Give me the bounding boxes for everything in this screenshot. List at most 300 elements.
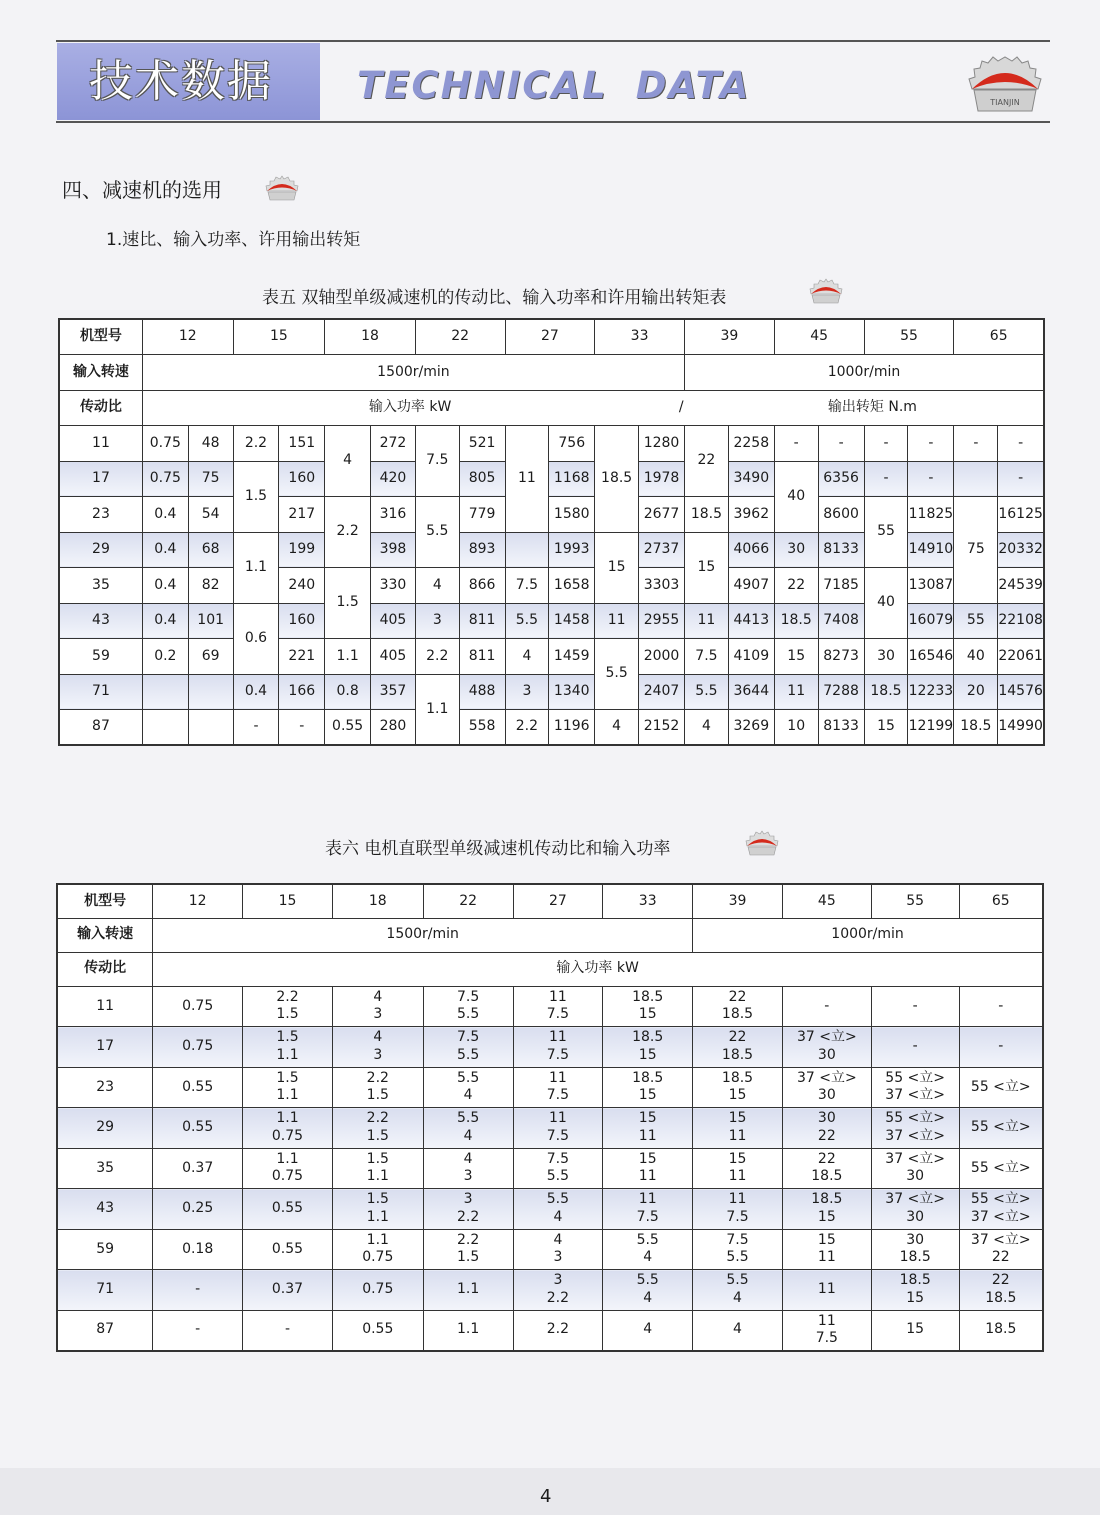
table6-cell <box>693 1229 783 1270</box>
table5-cell: 811 <box>459 603 505 639</box>
table5-cell: 0.4 <box>142 497 188 533</box>
table6-cell-value: 11 <box>548 1029 567 1046</box>
table6-cell <box>153 986 243 1027</box>
table6-cell <box>871 1067 959 1108</box>
table5-ratio: 29 <box>59 532 142 568</box>
table5-model: 55 <box>864 319 954 355</box>
table6-cell-value: 18.5 <box>721 1046 754 1063</box>
table6-cell-value: 15 <box>817 1208 836 1225</box>
table6-speed-row <box>57 918 1043 952</box>
table6-cell-value: 15 <box>906 1289 925 1306</box>
table5-model-row <box>59 319 1044 355</box>
table6-cell-value: 15 <box>728 1110 747 1127</box>
table5-cell: 68 <box>188 532 233 568</box>
table6-cell-value: 15 <box>638 1046 657 1063</box>
table5-cell: 3269 <box>728 710 774 746</box>
table6-cell-value: 7.5 <box>815 1330 838 1346</box>
table6-cell-value: 22 <box>817 1127 836 1144</box>
table6-cell <box>243 1108 333 1149</box>
table5-cell: 15 <box>774 639 818 675</box>
table6-cell <box>243 1310 333 1351</box>
table6-cell <box>871 1027 959 1068</box>
table6-cell <box>513 1027 603 1068</box>
table5-cell: 11 <box>595 603 639 639</box>
table6-cell-value: - <box>998 997 1004 1014</box>
table6-cell-value: 18.5 <box>811 1168 843 1185</box>
table6-cell-value: 11 <box>817 1281 836 1297</box>
table6-cell <box>243 1270 333 1311</box>
table6-cell <box>959 1310 1043 1351</box>
table6-cell-value: 7.5 <box>546 1046 570 1063</box>
table5-model: 39 <box>684 319 774 355</box>
table6-cell <box>243 1229 333 1270</box>
table5-cell: 11 <box>774 674 818 710</box>
table5-cell: 1280 <box>639 426 685 462</box>
table6-cell-value: 18.5 <box>632 988 664 1005</box>
table5-cell: 1978 <box>639 461 685 497</box>
table5-cell: 14990 <box>998 710 1044 746</box>
table6-cell-value: 1.1 <box>276 1150 299 1167</box>
table6-cell <box>782 1310 871 1351</box>
table6-cell-value: 1.1 <box>456 1321 480 1338</box>
table6-model: 33 <box>603 884 693 918</box>
table5-cell: - <box>279 710 325 746</box>
table5-cell: 7.5 <box>684 639 728 675</box>
table6-row <box>57 1067 1043 1108</box>
table5-cell: - <box>864 426 908 462</box>
table5-cell: 2955 <box>639 603 685 639</box>
table5-cell: 2737 <box>639 532 685 568</box>
table5-cell: 15 <box>684 532 728 603</box>
table6-ratio: 23 <box>57 1067 153 1108</box>
table6-cell-value: - <box>195 1321 201 1338</box>
table5-cell: 8600 <box>818 497 864 533</box>
table6-cell-value: 5.5 <box>456 1110 480 1127</box>
table6-cell-value: 30 <box>906 1231 925 1248</box>
table6-cell <box>332 1229 423 1270</box>
table5-cell: 357 <box>371 674 416 710</box>
table6-cell-value: 30 <box>906 1208 925 1225</box>
table5-cell: - <box>864 461 908 497</box>
table6-ratio: 59 <box>57 1229 153 1270</box>
table6-cell <box>871 1189 959 1230</box>
table5-cell: 8273 <box>818 639 864 675</box>
table5-cell: 16079 <box>908 603 954 639</box>
table5-speed-header: 输入转速 <box>59 355 142 391</box>
table5-model: 15 <box>233 319 325 355</box>
table6-cell-value: 11 <box>548 988 567 1005</box>
section-subtitle: 1.速比、输入功率、许用输出转矩 <box>106 230 361 250</box>
table5-cell: 0.6 <box>233 603 279 674</box>
table6-cell-value: 18.5 <box>721 1069 754 1086</box>
table5-cell: 18.5 <box>774 603 818 639</box>
table5-ratio: 59 <box>59 639 142 675</box>
table5-cell <box>188 710 233 746</box>
table6-power-label: 输入功率 kW <box>153 952 1043 986</box>
table6-cell-value: 1.1 <box>276 1110 299 1127</box>
table5-row <box>59 497 1044 533</box>
table5-cell: 1.5 <box>325 568 371 639</box>
table5-cell: 16546 <box>908 639 954 675</box>
table5-ratio-label-row <box>59 390 1044 426</box>
table6-cell <box>153 1027 243 1068</box>
table5-cell: - <box>774 426 818 462</box>
table6-cell-value: 55 <立> <box>970 1119 1031 1135</box>
table6-caption: 表六 电机直联型单级减速机传动比和输入功率 <box>325 839 671 859</box>
table6-cell <box>153 1067 243 1108</box>
table6-cell-value: 2.2 <box>276 988 299 1005</box>
table6-cell-value: 1.5 <box>276 1069 299 1086</box>
table5-cell: 2.2 <box>505 710 549 746</box>
table5-ratio: 43 <box>59 603 142 639</box>
table6-cell-value: 1.5 <box>366 1150 389 1167</box>
table6-cell-value: 0.75 <box>182 997 214 1014</box>
table6-row <box>57 1270 1043 1311</box>
table6-cell-value: 11 <box>728 1168 747 1185</box>
table6-cell-value: 4 <box>553 1208 563 1225</box>
table6-cell <box>332 1310 423 1351</box>
table6-row <box>57 986 1043 1027</box>
table6-model: 65 <box>959 884 1043 918</box>
table5-cell: 2407 <box>639 674 685 710</box>
table5-cell: 805 <box>459 461 505 497</box>
table6-cell-value: 3 <box>463 1168 473 1185</box>
table6-cell-value: 15 <box>638 1006 657 1023</box>
table6-cell-value: 1.5 <box>366 1087 389 1104</box>
table6-cell <box>332 1108 423 1149</box>
table6-cell <box>332 1270 423 1311</box>
table6-cell <box>603 1148 693 1189</box>
table6-cell-value: 55 <立> <box>970 1191 1031 1208</box>
table6-cell <box>603 1270 693 1311</box>
table6-cell <box>782 1067 871 1108</box>
table5-cell <box>142 710 188 746</box>
table5-torque-label: 输出转矩 N.m <box>827 398 917 415</box>
table6-cell-value: 7.5 <box>546 1006 570 1023</box>
table5-cell: 3 <box>505 674 549 710</box>
table5-cell: 199 <box>279 532 325 568</box>
table6-cell-value: 11 <box>548 1069 567 1086</box>
table5-cell: 12199 <box>908 710 954 746</box>
table6-cell <box>513 1270 603 1311</box>
table5-cell: - <box>954 426 998 462</box>
table5-cell: - <box>908 461 954 497</box>
table6-cell-value: 4 <box>733 1321 742 1338</box>
table5-model: 18 <box>325 319 416 355</box>
table6-ratio: 35 <box>57 1148 153 1189</box>
table5-model: 12 <box>142 319 233 355</box>
table6-cell-value: 18.5 <box>985 1321 1017 1338</box>
table5-cell: 521 <box>459 426 505 462</box>
table6-cell <box>871 1148 959 1189</box>
table5-ratio: 11 <box>59 426 142 462</box>
table6-cell-value: 15 <box>728 1087 747 1104</box>
table6-cell-value: 1.5 <box>276 1006 299 1023</box>
table6-cell-value: 0.55 <box>182 1078 214 1095</box>
table6-cell-value: 7.5 <box>726 1231 749 1248</box>
table5-cell: 4 <box>325 426 371 497</box>
table5-cell: 1.1 <box>415 674 459 745</box>
table6-cell-value: 15 <box>638 1087 657 1104</box>
table6-cell-value: 11 <box>638 1127 657 1144</box>
table5-cell: 13087 <box>908 568 954 604</box>
table6-cell-value: 5.5 <box>456 1046 480 1063</box>
table5-speed-1000: 1000r/min <box>684 355 1044 391</box>
table5-cell: 280 <box>371 710 416 746</box>
table6-cell <box>153 1189 243 1230</box>
table6-ratio: 17 <box>57 1027 153 1068</box>
table5-cell: 166 <box>279 674 325 710</box>
table5-cell: 0.8 <box>325 674 371 710</box>
table6-ratio: 71 <box>57 1270 153 1311</box>
table6-cell <box>693 1189 783 1230</box>
table6-cell-value: 1.1 <box>276 1046 299 1063</box>
table6-row <box>57 1148 1043 1189</box>
table6-cell <box>782 1148 871 1189</box>
page-title-cn: 技术数据 <box>57 43 320 120</box>
table6-cell <box>693 1270 783 1311</box>
table6-cell <box>603 1189 693 1230</box>
table5-cell: - <box>908 426 954 462</box>
table6-cell-value: 0.37 <box>182 1159 214 1176</box>
table6-cell-value: 0.55 <box>362 1321 394 1338</box>
table5-cell: 5.5 <box>684 674 728 710</box>
table5-cell: 0.75 <box>142 461 188 497</box>
table5-cell: 240 <box>279 568 325 604</box>
table6-cell-value: 37 <立> <box>796 1029 857 1046</box>
table6-cell-value: 37 <立> <box>970 1231 1031 1248</box>
table6-cell-value: 4 <box>643 1321 653 1338</box>
table5-power-label: 输入功率 kW <box>368 398 452 415</box>
table5-cell: 40 <box>954 639 998 675</box>
table6-cell-value: 18.5 <box>985 1289 1017 1306</box>
table6-cell <box>513 1229 603 1270</box>
table5-cell: 18.5 <box>684 497 728 533</box>
table5-cell: 4109 <box>728 639 774 675</box>
table5-cell <box>954 461 998 497</box>
table6-cell <box>423 986 513 1027</box>
table5-cell <box>505 532 549 568</box>
table6-cell <box>243 1067 333 1108</box>
table6-cell-value: 11 <box>817 1249 836 1266</box>
table6-model-row <box>57 884 1043 918</box>
table6-cell-value: 30 <box>906 1168 925 1185</box>
table5-ratio: 35 <box>59 568 142 604</box>
table5-cell: 0.4 <box>233 674 279 710</box>
table6-cell <box>332 986 423 1027</box>
table6-speed-header: 输入转速 <box>57 918 153 952</box>
table6-cell <box>153 1229 243 1270</box>
table5-cell: 4 <box>415 568 459 604</box>
table5-cell: 15 <box>864 710 908 746</box>
table6-cell-value: 22 <box>991 1249 1010 1266</box>
table6-cell-value: 1.5 <box>366 1191 389 1208</box>
table6-cell-value: 0.75 <box>271 1127 304 1144</box>
table6-cell-value: 30 <box>817 1046 836 1063</box>
table6-cell-value: 7.5 <box>726 1208 749 1225</box>
table6-cell-value: 0.75 <box>271 1168 304 1185</box>
table6-cell-value: 37 <立> <box>885 1087 946 1104</box>
table5-cell: 866 <box>459 568 505 604</box>
table6-cell-value: 55 <立> <box>970 1159 1031 1176</box>
table6-cell <box>782 1270 871 1311</box>
table6-cell-value: 4 <box>733 1289 742 1306</box>
table6-cell <box>513 1108 603 1149</box>
table5-cell: 4066 <box>728 532 774 568</box>
table5-cell: 18.5 <box>864 674 908 710</box>
table6-model-header: 机型号 <box>57 884 153 918</box>
table6-cell-value: 37 <立> <box>885 1191 946 1208</box>
table6-cell-value: 11 <box>638 1191 657 1208</box>
title-en-word-2: DATA <box>635 64 751 107</box>
table6-cell-value: 0.55 <box>182 1119 214 1135</box>
table6-cell-value: 7.5 <box>456 1029 480 1046</box>
table6-cell-value: 5.5 <box>456 1069 480 1086</box>
table6-ratio: 43 <box>57 1189 153 1230</box>
table5-cell: 558 <box>459 710 505 746</box>
table6-cell-value: 0.75 <box>362 1281 394 1297</box>
table6-cell-value: 2.2 <box>456 1208 480 1225</box>
table5-cell: 405 <box>371 639 416 675</box>
table6-cell-value: 0.18 <box>182 1240 214 1257</box>
table6-body <box>57 986 1043 1351</box>
table6-cell <box>603 1027 693 1068</box>
table5-cell: 398 <box>371 532 416 568</box>
table5-cell: 893 <box>459 532 505 568</box>
table6-cell-value: - <box>998 1038 1004 1054</box>
table5-cell: 30 <box>864 639 908 675</box>
table6-cell <box>243 1189 333 1230</box>
table6-cell <box>693 1108 783 1149</box>
table6-cell-value: 4 <box>373 988 383 1005</box>
table6-cell-value: 18.5 <box>899 1272 931 1289</box>
table6-cell-value: 3 <box>553 1249 563 1266</box>
table6-model: 15 <box>243 884 333 918</box>
table6-cell <box>782 1189 871 1230</box>
table5-cell: 69 <box>188 639 233 675</box>
header-bottom-rule <box>56 121 1050 123</box>
table5-row <box>59 639 1044 675</box>
table6-cell <box>513 1310 603 1351</box>
table5-cell: 2152 <box>639 710 685 746</box>
table5-cell: 1196 <box>549 710 595 746</box>
table6-cell-value: 4 <box>643 1249 653 1266</box>
table5-cell: 488 <box>459 674 505 710</box>
table6-cell-value: 1.1 <box>366 1208 389 1225</box>
table5-cell: 1459 <box>549 639 595 675</box>
table5-cell: 12233 <box>908 674 954 710</box>
table5-model: 65 <box>954 319 1044 355</box>
table6-cell-value: 4 <box>463 1127 473 1144</box>
table5-cell: 316 <box>371 497 416 533</box>
table5-cell: 7185 <box>818 568 864 604</box>
table6-cell <box>153 1310 243 1351</box>
table5-cell: 3490 <box>728 461 774 497</box>
table6-cell <box>423 1270 513 1311</box>
table6-cell <box>513 986 603 1027</box>
table5-cell: 0.55 <box>325 710 371 746</box>
table6 <box>56 883 1044 1352</box>
table5-cell: 811 <box>459 639 505 675</box>
table5-cell: 20332 <box>998 532 1044 568</box>
table5-cell: 1340 <box>549 674 595 710</box>
table6-cell-value: 7.5 <box>546 1087 570 1104</box>
table5-model-header: 机型号 <box>59 319 142 355</box>
table5-cell: 0.4 <box>142 532 188 568</box>
table5-ratio: 71 <box>59 674 142 710</box>
table5-cell: 4 <box>505 639 549 675</box>
table6-model: 12 <box>153 884 243 918</box>
table6-row <box>57 1229 1043 1270</box>
table6-cell-value: 5.5 <box>546 1168 570 1185</box>
table6-cell-value: 2.2 <box>456 1231 480 1248</box>
table5-cell: 7408 <box>818 603 864 639</box>
header-top-rule <box>56 40 1050 42</box>
table6-cell <box>693 1310 783 1351</box>
table6-cell-value: - <box>284 1321 291 1338</box>
page-number: 4 <box>540 1486 552 1507</box>
table6-cell <box>959 1148 1043 1189</box>
table5-cell: 11 <box>505 426 549 533</box>
table6-cell <box>423 1189 513 1230</box>
table5-logo-icon <box>808 276 844 306</box>
table6-cell-value: 1.5 <box>366 1127 389 1144</box>
table5-cell: 3644 <box>728 674 774 710</box>
table5-cell: 14576 <box>998 674 1044 710</box>
table5-cell: 4907 <box>728 568 774 604</box>
table5-cell: 5.5 <box>595 639 639 710</box>
table5-cell: 420 <box>371 461 416 497</box>
table6-cell-value: 5.5 <box>636 1272 659 1289</box>
table5-model: 27 <box>505 319 595 355</box>
table5-speed-row <box>59 355 1044 391</box>
table6-cell-value: 11 <box>638 1168 657 1185</box>
table6-model: 27 <box>513 884 603 918</box>
table5-row <box>59 674 1044 710</box>
table5-cell: - <box>818 426 864 462</box>
table6-row <box>57 1027 1043 1068</box>
table6-cell-value: 18.5 <box>899 1249 931 1266</box>
table6-cell <box>693 1067 783 1108</box>
table5-cell: - <box>998 426 1044 462</box>
table6-cell <box>243 1148 333 1189</box>
table5-cell: - <box>233 710 279 746</box>
table6-cell-value: 15 <box>638 1150 657 1167</box>
table5-cell: 0.4 <box>142 603 188 639</box>
table5-cell: 1580 <box>549 497 595 533</box>
table5-cell: 1.1 <box>233 532 279 603</box>
table6-cell <box>332 1027 423 1068</box>
table5-cell: 11 <box>684 603 728 639</box>
table5-cell: 405 <box>371 603 416 639</box>
table6-cell <box>693 1027 783 1068</box>
table6-cell <box>603 1229 693 1270</box>
table6-cell-value: - <box>824 997 830 1014</box>
table6-cell <box>513 1189 603 1230</box>
table5-cell: 7.5 <box>415 426 459 497</box>
table5-cell: 2.2 <box>233 426 279 462</box>
table5-cell: 8133 <box>818 532 864 568</box>
table5-unit-label <box>142 390 1044 426</box>
table6-cell-value: 55 <立> <box>970 1078 1031 1095</box>
table6-cell-value: - <box>912 1038 918 1054</box>
table6-cell-value: 3 <box>463 1191 473 1208</box>
table6-row <box>57 1189 1043 1230</box>
table6-cell-value: 0.75 <box>362 1249 394 1266</box>
table6-cell <box>959 1108 1043 1149</box>
table6-cell <box>603 1067 693 1108</box>
table5-cell: 2258 <box>728 426 774 462</box>
